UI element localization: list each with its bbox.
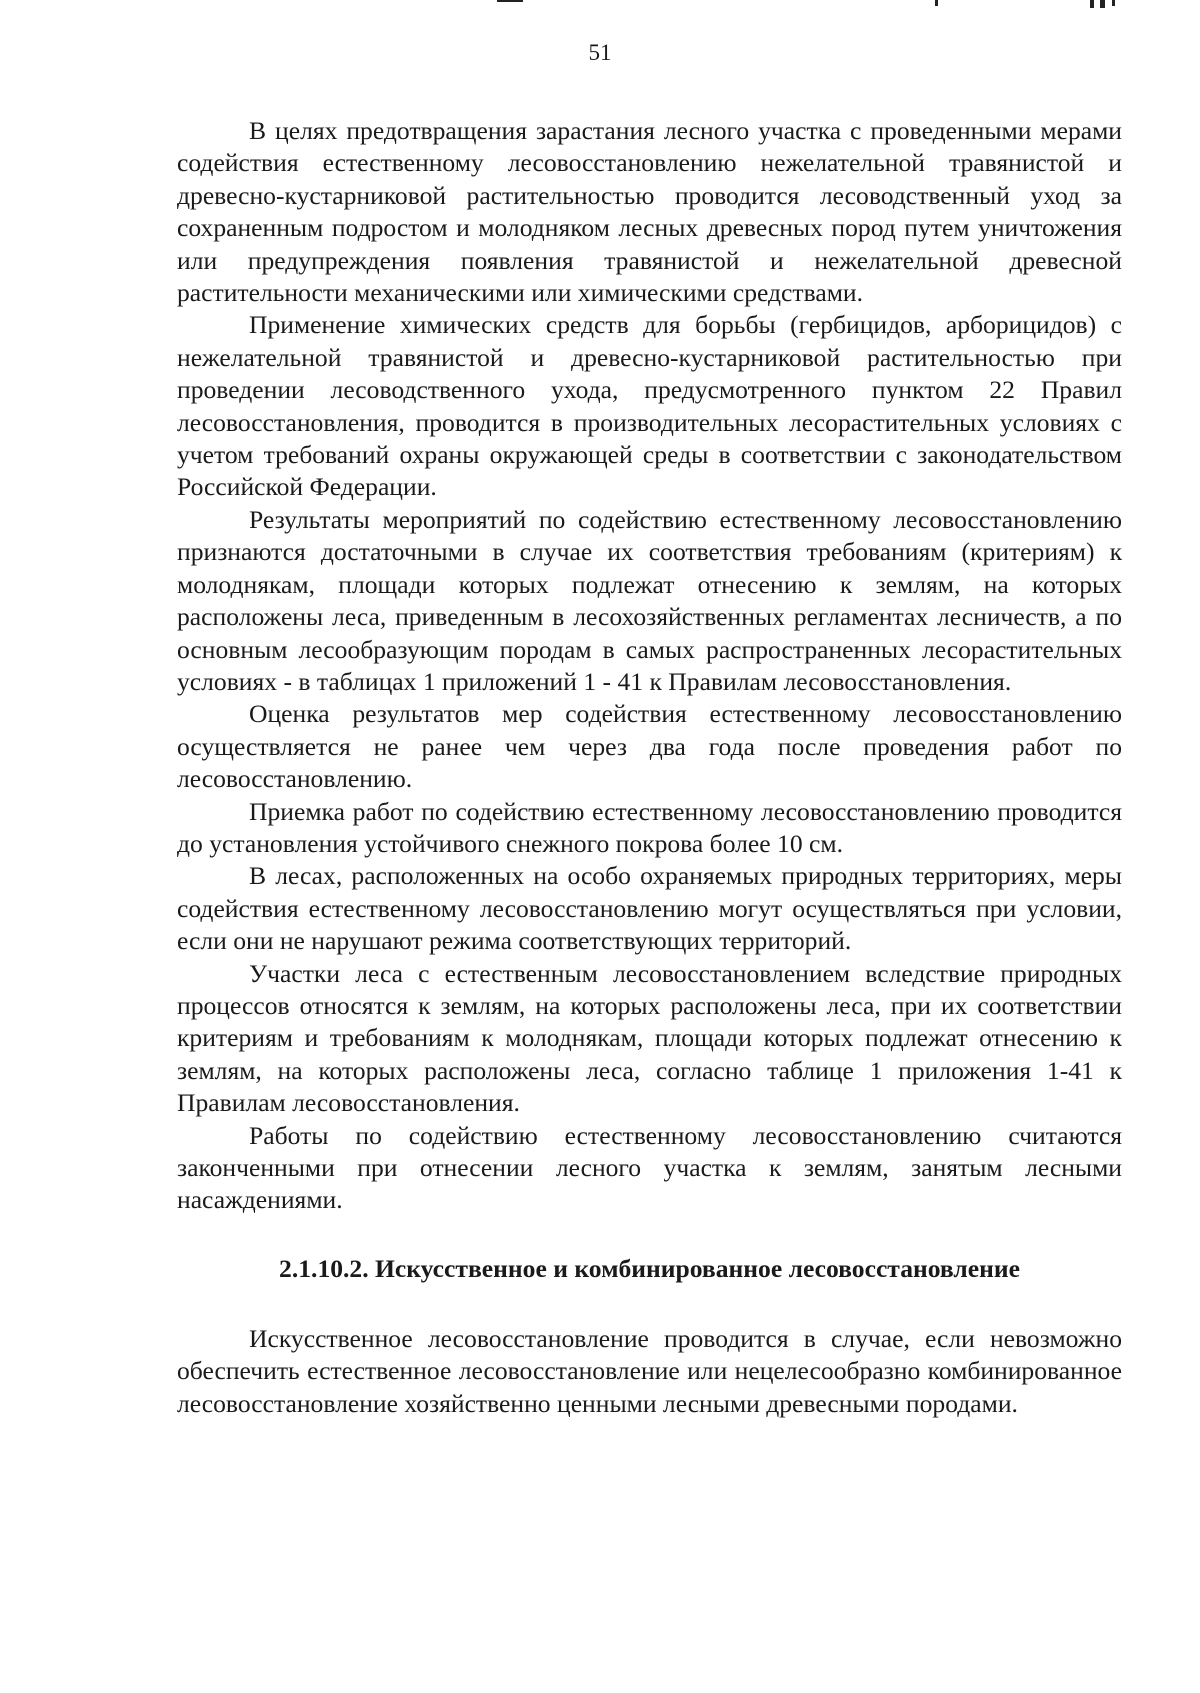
paragraph: Применение химических средств для борьбы (гербицидов, арборицидов) с нежелательной травянистой и древесно-кустарниковой растительностью при проведении лесоводственного ухода, предусмотренного пунктом 22 Правил лесовосстановления, проводится в производительных лесорастительных условиях с учетом требований охраны окружающей среды в соответствии с законодательством Российской Федерации.: [177, 310, 1122, 502]
paragraph: В лесах, расположенных на особо охраняемых природных территориях, меры содействия естественному лесовосстановлению могут осуществляться при условии, если они не нарушают режима соответствующих территорий.: [177, 861, 1122, 956]
document-body: [177, 115, 1122, 1420]
paragraph: Приемка работ по содействию естественному лесовосстановлению проводится до установления устойчивого снежного покрова более 10 см.: [177, 796, 1122, 858]
paragraph: Работы по содействию естественному лесовосстановлению считаются законченными при отнесении лесного участка к землям, занятым лесными насаждениями.: [177, 1120, 1122, 1215]
scan-artifact: [935, 0, 938, 6]
section-heading: 2.1.10.2. Искусственное и комбинированное лесовосстановление: [279, 1253, 1020, 1283]
scan-artifact: [1100, 0, 1105, 8]
scan-artifact: [1112, 0, 1115, 6]
paragraph: Участки леса с естественным лесовосстановлением вследствие природных процессов относятся к землям, на которых расположены леса, при их соответствии критериям и требованиям к молоднякам, площади которых подлежат отнесению к землям, на которых расположены леса, согласно таблице 1 приложения 1-41 к Правилам лесовосстановления.: [177, 958, 1122, 1118]
page-number: 51: [588, 40, 612, 65]
paragraph: Искусственное лесовосстановление проводится в случае, если невозможно обеспечить естественное лесовосстановление или нецелесообразно комбинированное лесовосстановление хозяйственно ценными лесными древесными породами.: [177, 1323, 1122, 1418]
paragraph: Результаты мероприятий по содействию естественному лесовосстановлению признаются достаточными в случае их соответствия требованиям (критериям) к молоднякам, площади которых подлежат отнесению к землям, на которых расположены леса, приведенным в лесохозяйственных регламентах лесничеств, а по основным лесообразующим породам в самых распространенных лесорастительных условиях - в таблицах 1 приложений 1 - 41 к Правилам лесовосстановления.: [177, 504, 1122, 696]
paragraph: Оценка результатов мер содействия естественному лесовосстановлению осуществляется не ранее чем через два года после проведения работ по лесовосстановлению.: [177, 699, 1122, 794]
paragraph: В целях предотвращения зарастания лесного участка с проведенными мерами содействия естественному лесовосстановлению нежелательной травянистой и древесно-кустарниковой растительностью проводится лесоводственный уход за сохраненным подростом и молодняком лесных древесных пород путем уничтожения или предупреждения появления травянистой и нежелательной древесной растительности механическими или химическими средствами.: [177, 116, 1122, 308]
scan-artifact: [497, 0, 523, 2]
scan-artifact: [1090, 0, 1094, 8]
